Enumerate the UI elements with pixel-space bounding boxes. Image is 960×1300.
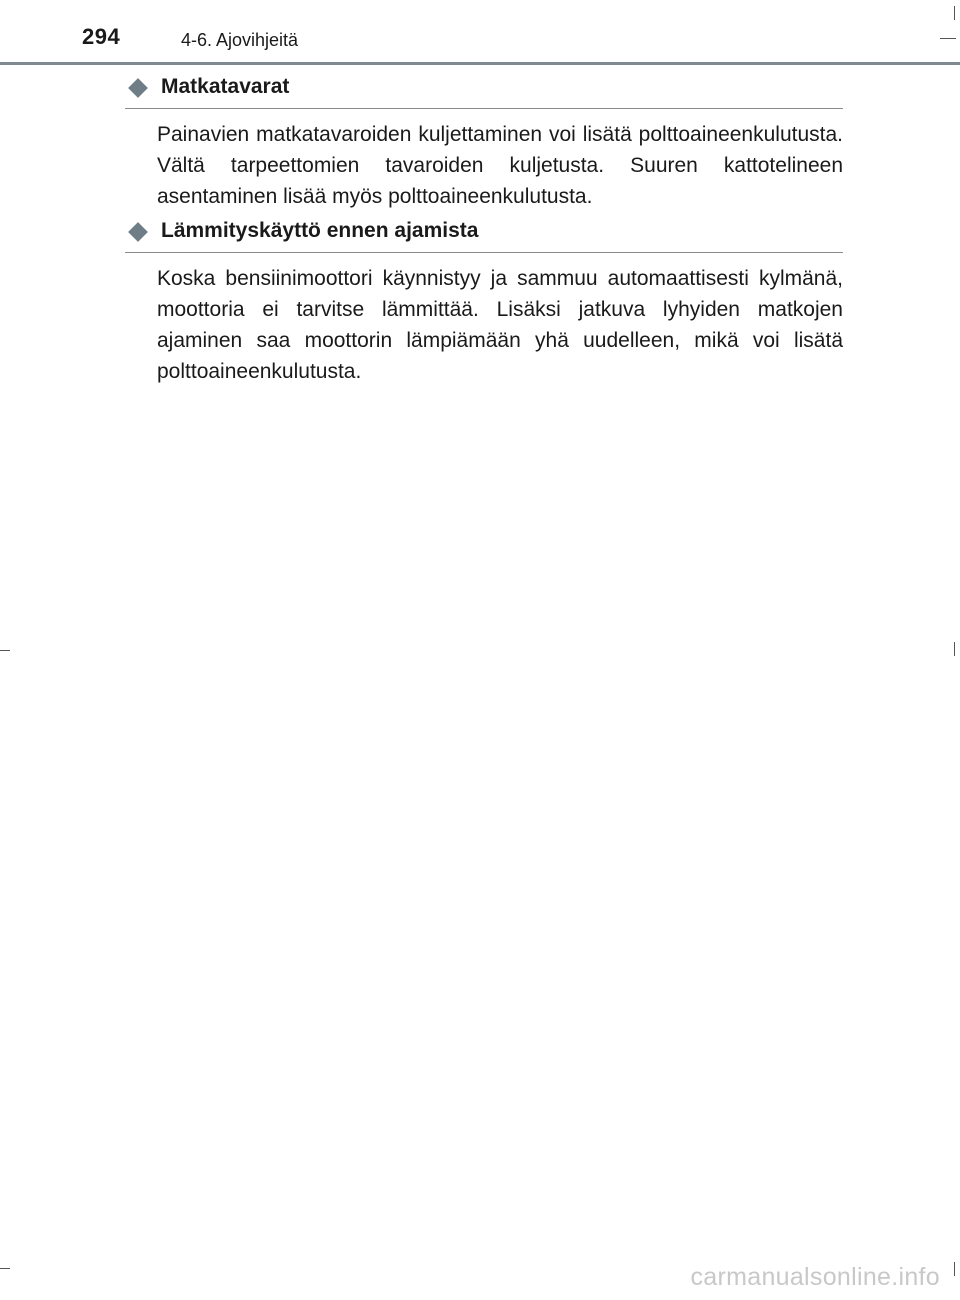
crop-mark-top-right xyxy=(954,6,955,20)
section-heading xyxy=(125,72,843,109)
diamond-bullet-icon xyxy=(128,222,148,242)
heading-text: Lämmityskäyttö ennen ajamista xyxy=(161,219,479,242)
section-paragraph: Koska bensiinimoottori käynnistyy ja sammuu automaattisesti kylmänä, moottoria ei tarvitse lämmittää. Lisäksi jatkuva lyhyiden matkojen ajaminen saa moottorin lämpiämään yhä uudelleen, mikä voi lisätä polttoaineenkulutusta. xyxy=(157,267,843,383)
chapter-title: 4-6. Ajovihjeitä xyxy=(181,30,299,50)
watermark: carmanualsonline.info xyxy=(690,1263,940,1291)
page-number: 294 xyxy=(82,24,121,49)
crop-mark-top-right-horizontal xyxy=(940,38,956,39)
section-warmup xyxy=(125,216,843,387)
crop-mark-middle-right xyxy=(954,642,955,656)
section-paragraph: Painavien matkatavaroiden kuljettaminen voi lisätä polttoaineenkulutusta. Vältä tarpeettomien tavaroiden kuljetusta. Suuren kattotelineen asentaminen lisää myös polttoaineenkulutusta. xyxy=(157,123,843,208)
header-rule xyxy=(0,62,960,65)
crop-mark-bottom-left xyxy=(0,1268,10,1269)
section-heading xyxy=(125,216,843,253)
crop-mark-bottom-right xyxy=(954,1262,955,1276)
page-header xyxy=(0,0,960,66)
diamond-bullet-icon xyxy=(128,78,148,98)
crop-mark-middle-left xyxy=(0,650,10,651)
heading-text: Matkatavarat xyxy=(161,75,290,98)
section-luggage xyxy=(125,72,843,212)
